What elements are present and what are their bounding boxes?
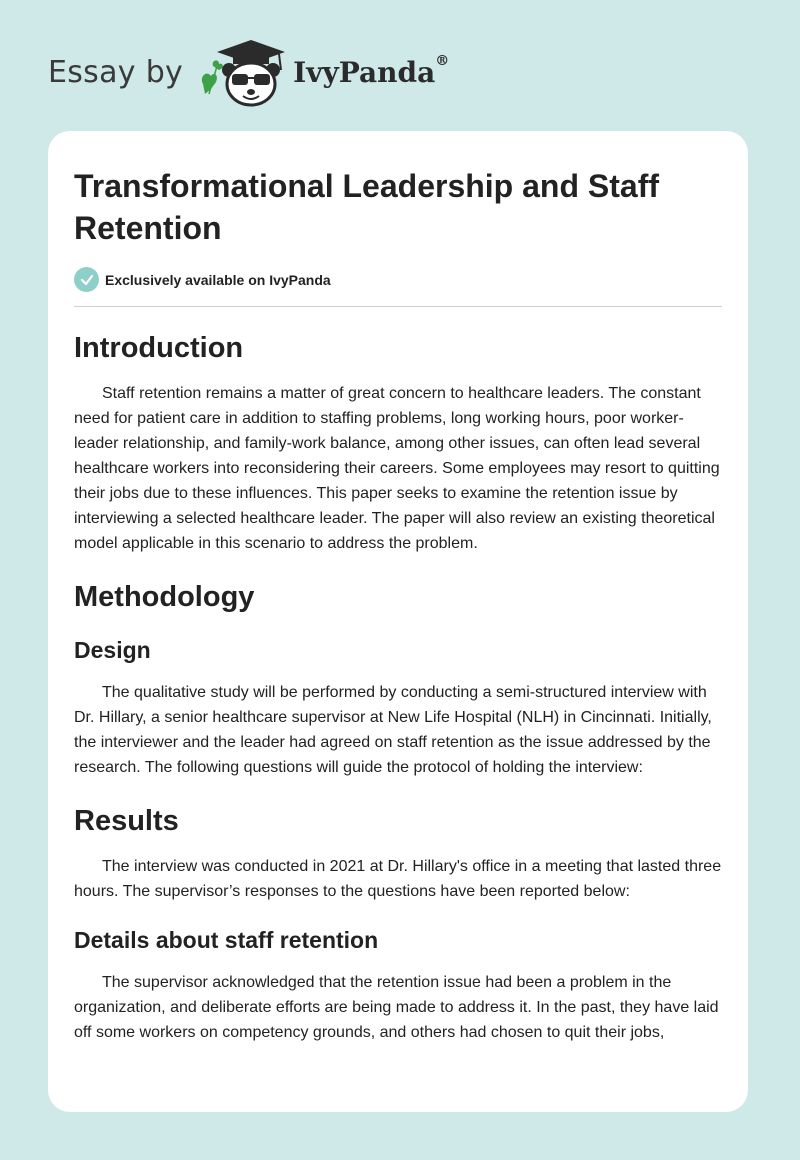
check-icon	[74, 267, 99, 292]
details-heading: Details about staff retention	[74, 927, 379, 953]
introduction-paragraph: Staff retention remains a matter of great concern to healthcare leaders. The constant need for patient care in addition to staffing problems, long working hours, poor worker-leader relationship, and family-work balance, among other issues, can often lead several healthcare workers into reconsidering their careers. Some employees may resort to quitting their jobs due to these influences. This paper seeks to examine the retention issue by interviewing a selected healthcare leader. The paper will also review an existing theoretical model applicable in this scenario to address the problem.	[74, 385, 720, 552]
exclusive-label: Exclusively available on IvyPanda	[105, 271, 331, 288]
essay-card	[48, 131, 748, 1112]
site-header	[48, 36, 449, 108]
introduction-heading: Introduction	[74, 332, 244, 364]
divider	[74, 306, 722, 307]
exclusive-badge	[74, 267, 722, 292]
design-heading: Design	[74, 637, 151, 663]
methodology-heading: Methodology	[74, 581, 255, 613]
ivy-leaf-icon	[202, 60, 223, 94]
page-title: Transformational Leadership and Staff Retention	[74, 168, 659, 246]
results-heading: Results	[74, 805, 179, 837]
panda-logo-icon[interactable]	[197, 36, 289, 108]
registered-mark: ®	[435, 53, 450, 70]
details-paragraph: The supervisor acknowledged that the retention issue had been a problem in the organization, and deliberate efforts are being made to address it. In the past, they have laid off some workers on competency grounds, and others had chosen to quit their jobs,	[74, 974, 719, 1041]
design-paragraph: The qualitative study will be performed by conducting a semi-structured interview with Dr. Hillary, a senior healthcare supervisor at New Life Hospital (NLH) in Cincinnati. Initially, the interviewer and the leader had agreed on staff retention as the issue addressed by the research. The following questions will guide the protocol of holding the interview:	[74, 684, 712, 776]
essay-by-label: Essay by	[48, 54, 184, 90]
brand-name[interactable]	[293, 53, 450, 89]
brand-label: IvyPanda	[293, 55, 436, 89]
results-paragraph: The interview was conducted in 2021 at Dr. Hillary's office in a meeting that lasted three hours. The supervisor’s responses to the questions have been reported below:	[74, 858, 722, 900]
